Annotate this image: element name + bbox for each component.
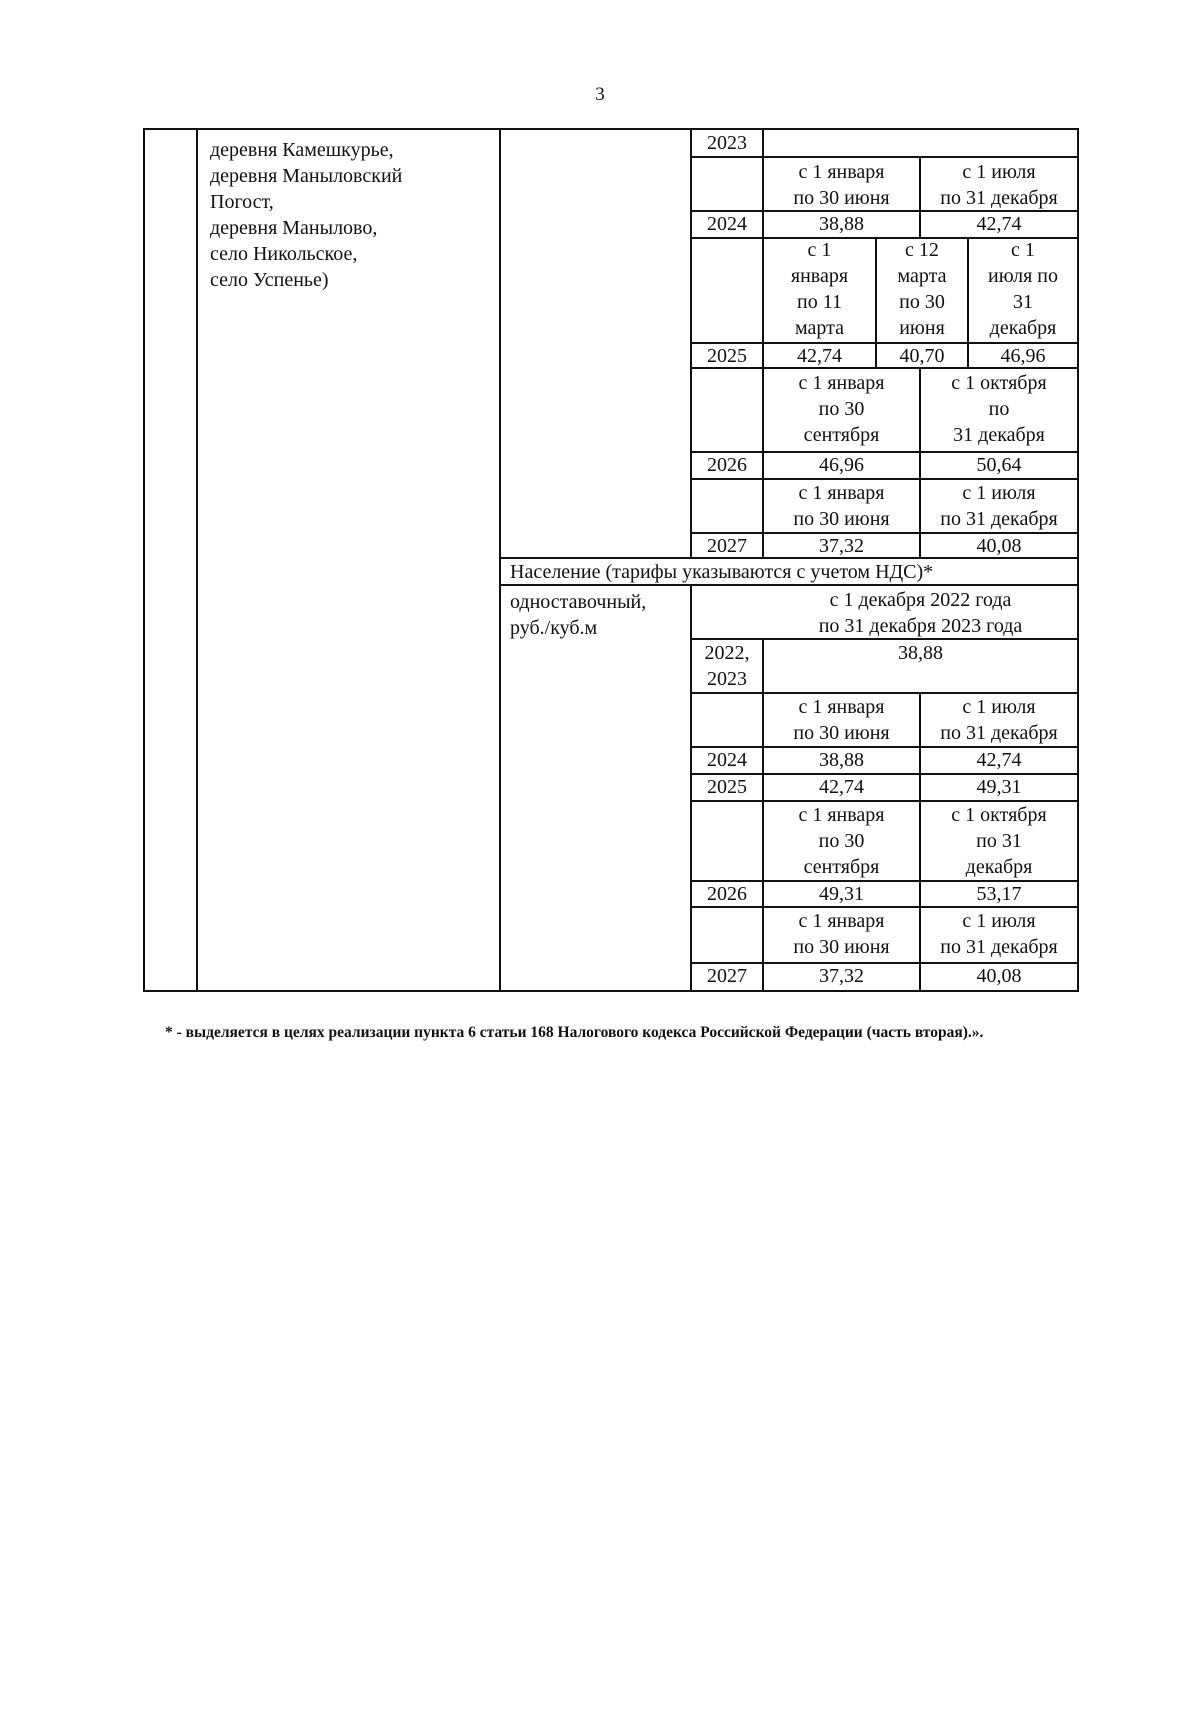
period-cell: с 1 июля по 31 декабря — [940, 161, 1058, 209]
period-cell: с 1 декабря 2022 года по 31 декабря 2023 года — [818, 589, 1023, 637]
tariff-value: 50,64 — [976, 454, 1022, 476]
year-cell: 2022, 2023 — [704, 642, 750, 690]
tariff-value: 49,31 — [819, 883, 864, 905]
period-cell: с 12 марта по 30 июня — [897, 239, 947, 339]
tariff-value: 42,74 — [797, 345, 842, 367]
tariff-value: 46,96 — [819, 454, 864, 476]
tariff-value: 40,70 — [899, 345, 945, 367]
settlements-list: деревня Камешкурье, деревня Маныловский Погост, деревня Манылово, село Никольское, село Успенье) — [210, 139, 403, 291]
period-cell: с 1 января по 30 сентября — [798, 804, 885, 878]
year-cell: 2027 — [707, 535, 747, 557]
tariff-value: 42,74 — [976, 749, 1022, 771]
year-cell: 2025 — [707, 345, 747, 367]
year-cell: 2026 — [707, 454, 747, 476]
period-cell: с 1 октября по 31 декабря — [951, 804, 1047, 878]
period-cell: с 1 января по 30 июня — [793, 161, 890, 209]
tariff-value: 40,08 — [976, 535, 1022, 557]
tariff-value: 46,96 — [1000, 345, 1046, 367]
tariff-value: 53,17 — [976, 883, 1022, 905]
tariff-value: 37,32 — [819, 535, 864, 557]
year-cell: 2024 — [707, 749, 747, 771]
period-cell: с 1 июля по 31 декабря — [940, 696, 1058, 744]
year-cell: 2026 — [707, 883, 747, 905]
period-cell: с 1 января по 30 июня — [793, 910, 890, 958]
tariff-value: 38,88 — [898, 642, 943, 664]
period-cell: с 1 июля по 31 декабря — [940, 910, 1058, 958]
tariff-value: 42,74 — [819, 776, 864, 798]
period-cell: с 1 октября по 31 декабря — [951, 372, 1047, 446]
population-header: Население (тарифы указываются с учетом НДС)* — [510, 561, 934, 583]
year-cell: 2023 — [707, 132, 747, 154]
page-number: 3 — [595, 84, 605, 105]
tariff-value: 42,74 — [976, 213, 1022, 235]
tariff-type: одноставочный, руб./куб.м — [510, 591, 647, 639]
tariff-value: 40,08 — [976, 965, 1022, 987]
tariff-value: 37,32 — [819, 965, 864, 987]
period-cell: с 1 июля по 31 декабря — [987, 239, 1059, 339]
footnote: * - выделяется в целях реализации пункта 6 статьи 168 Налогового кодекса Российской Федерации (часть вторая).». — [165, 1024, 984, 1041]
tariff-value: 49,31 — [976, 776, 1022, 798]
tariff-value: 38,88 — [819, 213, 864, 235]
period-cell: с 1 января по 30 июня — [793, 482, 890, 530]
period-cell: с 1 января по 11 марта — [790, 239, 849, 339]
period-cell: с 1 января по 30 июня — [793, 696, 890, 744]
tariff-value: 38,88 — [819, 749, 864, 771]
year-cell: 2025 — [707, 776, 747, 798]
period-cell: с 1 января по 30 сентября — [798, 372, 885, 446]
year-cell: 2024 — [707, 213, 747, 235]
year-cell: 2027 — [707, 965, 747, 987]
period-cell: с 1 июля по 31 декабря — [940, 482, 1058, 530]
